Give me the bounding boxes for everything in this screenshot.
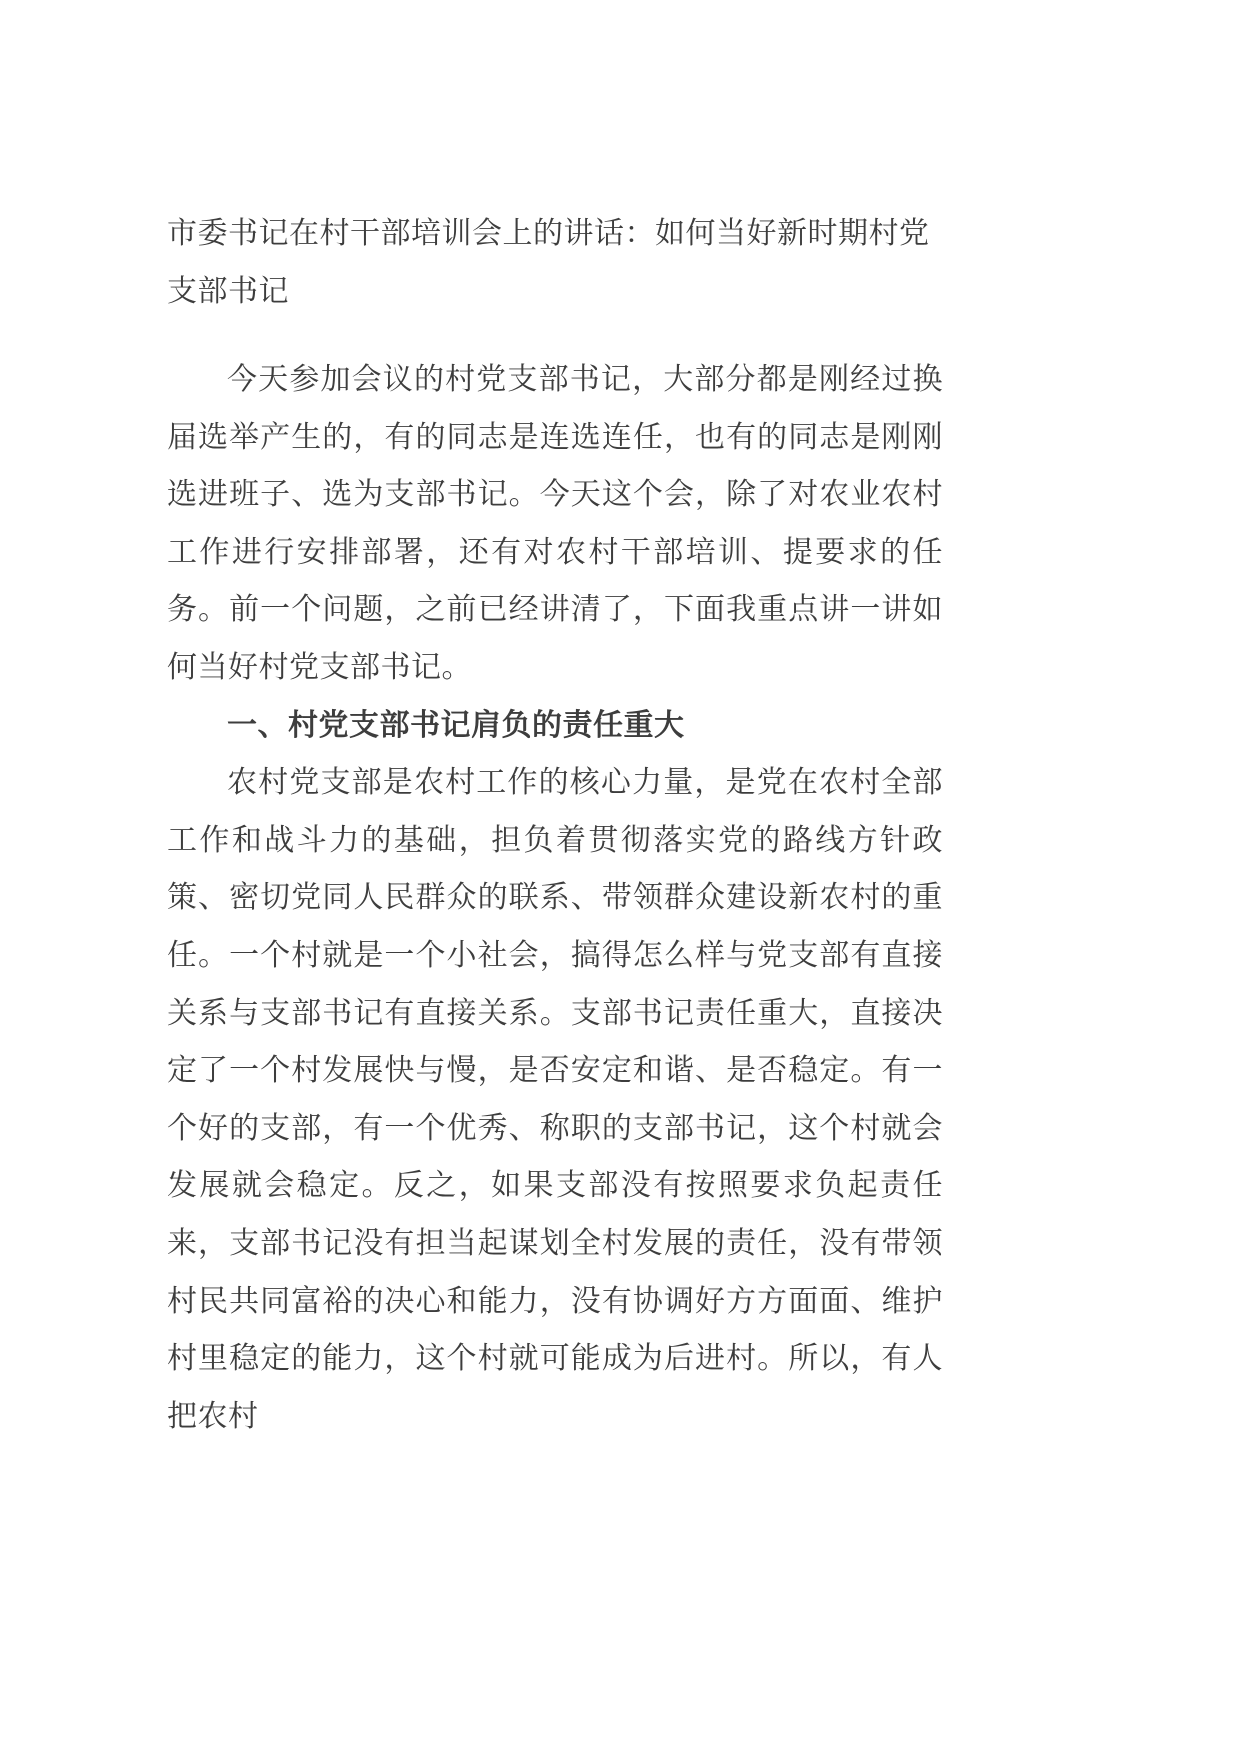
document-title: 市委书记在村干部培训会上的讲话：如何当好新时期村党支部书记 (167, 216, 930, 309)
document-page (167, 205, 943, 1445)
section-heading: 一、村党支部书记肩负的责任重大 (227, 707, 685, 743)
intro-paragraph: 今天参加会议的村党支部书记，大部分都是刚经过换届选举产生的，有的同志是连选连任，也有的同志是刚刚选进班子、选为支部书记。今天这个会，除了对农业农村工作进行安排部署，还有对农村干部培训、提要求的任务。前一个问题，之前已经讲清了，下面我重点讲一讲如何当好村党支部书记。 (167, 362, 943, 685)
section-paragraph: 农村党支部是农村工作的核心力量，是党在农村全部工作和战斗力的基础，担负着贯彻落实党的路线方针政策、密切党同人民群众的联系、带领群众建设新农村的重任。一个村就是一个小社会，搞得怎么样与党支部有直接关系与支部书记有直接关系。支部书记责任重大，直接决定了一个村发展快与慢，是否安定和谐、是否稳定。有一个好的支部，有一个优秀、称职的支部书记，这个村就会发展就会稳定。反之，如果支部没有按照要求负起责任来，支部书记没有担当起谋划全村发展的责任，没有带领村民共同富裕的决心和能力，没有协调好方方面面、维护村里稳定的能力，这个村就可能成为后进村。所以，有人把农村 (167, 765, 943, 1434)
